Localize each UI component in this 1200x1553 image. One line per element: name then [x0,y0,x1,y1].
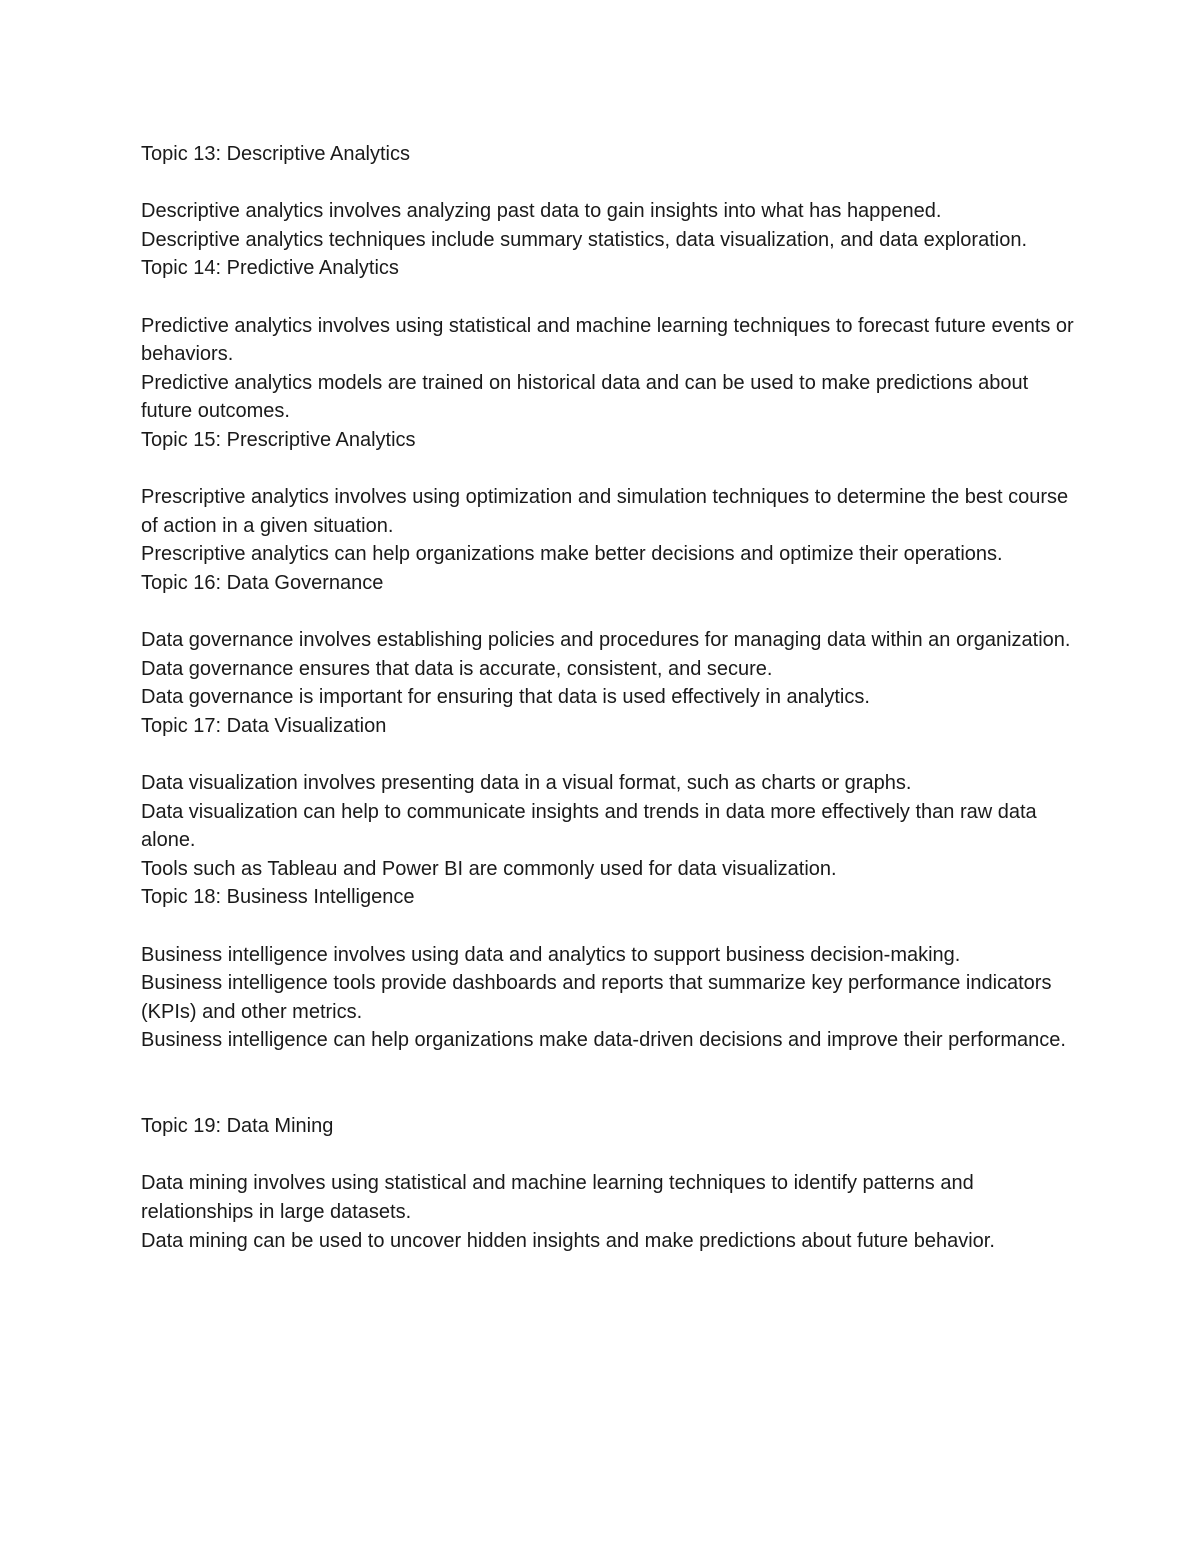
paragraph: Data governance involves establishing policies and procedures for managing data within an organization. [141,629,1071,652]
paragraph: Predictive analytics involves using statistical and machine learning techniques to forecast future events or behaviors. [141,314,1074,366]
section-title: Topic 18: Business Intelligence [141,886,415,909]
section-topic-18 [141,883,1076,1055]
section-title: Topic 17: Data Visualization [141,714,387,737]
paragraph: Data visualization involves presenting data in a visual format, such as charts or graphs. [141,772,912,795]
section-title: Topic 14: Predictive Analytics [141,257,399,280]
paragraph: Data visualization can help to communicate insights and trends in data more effectively than raw data alone. [141,800,1037,852]
paragraph: Tools such as Tableau and Power BI are commonly used for data visualization. [141,857,837,880]
paragraph: Prescriptive analytics can help organizations make better decisions and optimize their operations. [141,543,1003,566]
section-topic-17 [141,712,1076,884]
paragraph: Prescriptive analytics involves using optimization and simulation techniques to determine the best course of action in a given situation. [141,486,1069,537]
paragraph: Descriptive analytics involves analyzing past data to gain insights into what has happened. [141,200,942,223]
paragraph: Business intelligence can help organizations make data-driven decisions and improve their performance. [141,1029,1066,1052]
paragraph: Data governance ensures that data is accurate, consistent, and secure. [141,657,773,680]
section-topic-15 [141,426,1076,569]
section-topic-14 [141,254,1076,426]
paragraph: Descriptive analytics techniques include summary statistics, data visualization, and data exploration. [141,228,1027,251]
section-topic-19 [141,1112,1076,1255]
paragraph: Data mining can be used to uncover hidden insights and make predictions about future behavior. [141,1229,995,1252]
paragraph: Predictive analytics models are trained on historical data and can be used to make predictions about future outcomes. [141,371,1029,423]
paragraph: Business intelligence involves using data and analytics to support business decision-making. [141,943,961,966]
paragraph: Business intelligence tools provide dashboards and reports that summarize key performance indicators (KPIs) and other metrics. [141,972,1052,1023]
paragraph: Data mining involves using statistical and machine learning techniques to identify patterns and relationships in large datasets. [141,1172,974,1223]
section-topic-16 [141,569,1076,712]
section-title: Topic 19: Data Mining [141,1115,334,1138]
section-title: Topic 13: Descriptive Analytics [141,143,411,165]
section-title: Topic 16: Data Governance [141,571,384,594]
document-body [141,140,1076,1255]
section-title: Topic 15: Prescriptive Analytics [141,428,416,451]
section-topic-13 [141,140,1076,254]
paragraph: Data governance is important for ensuring that data is used effectively in analytics. [141,686,870,709]
